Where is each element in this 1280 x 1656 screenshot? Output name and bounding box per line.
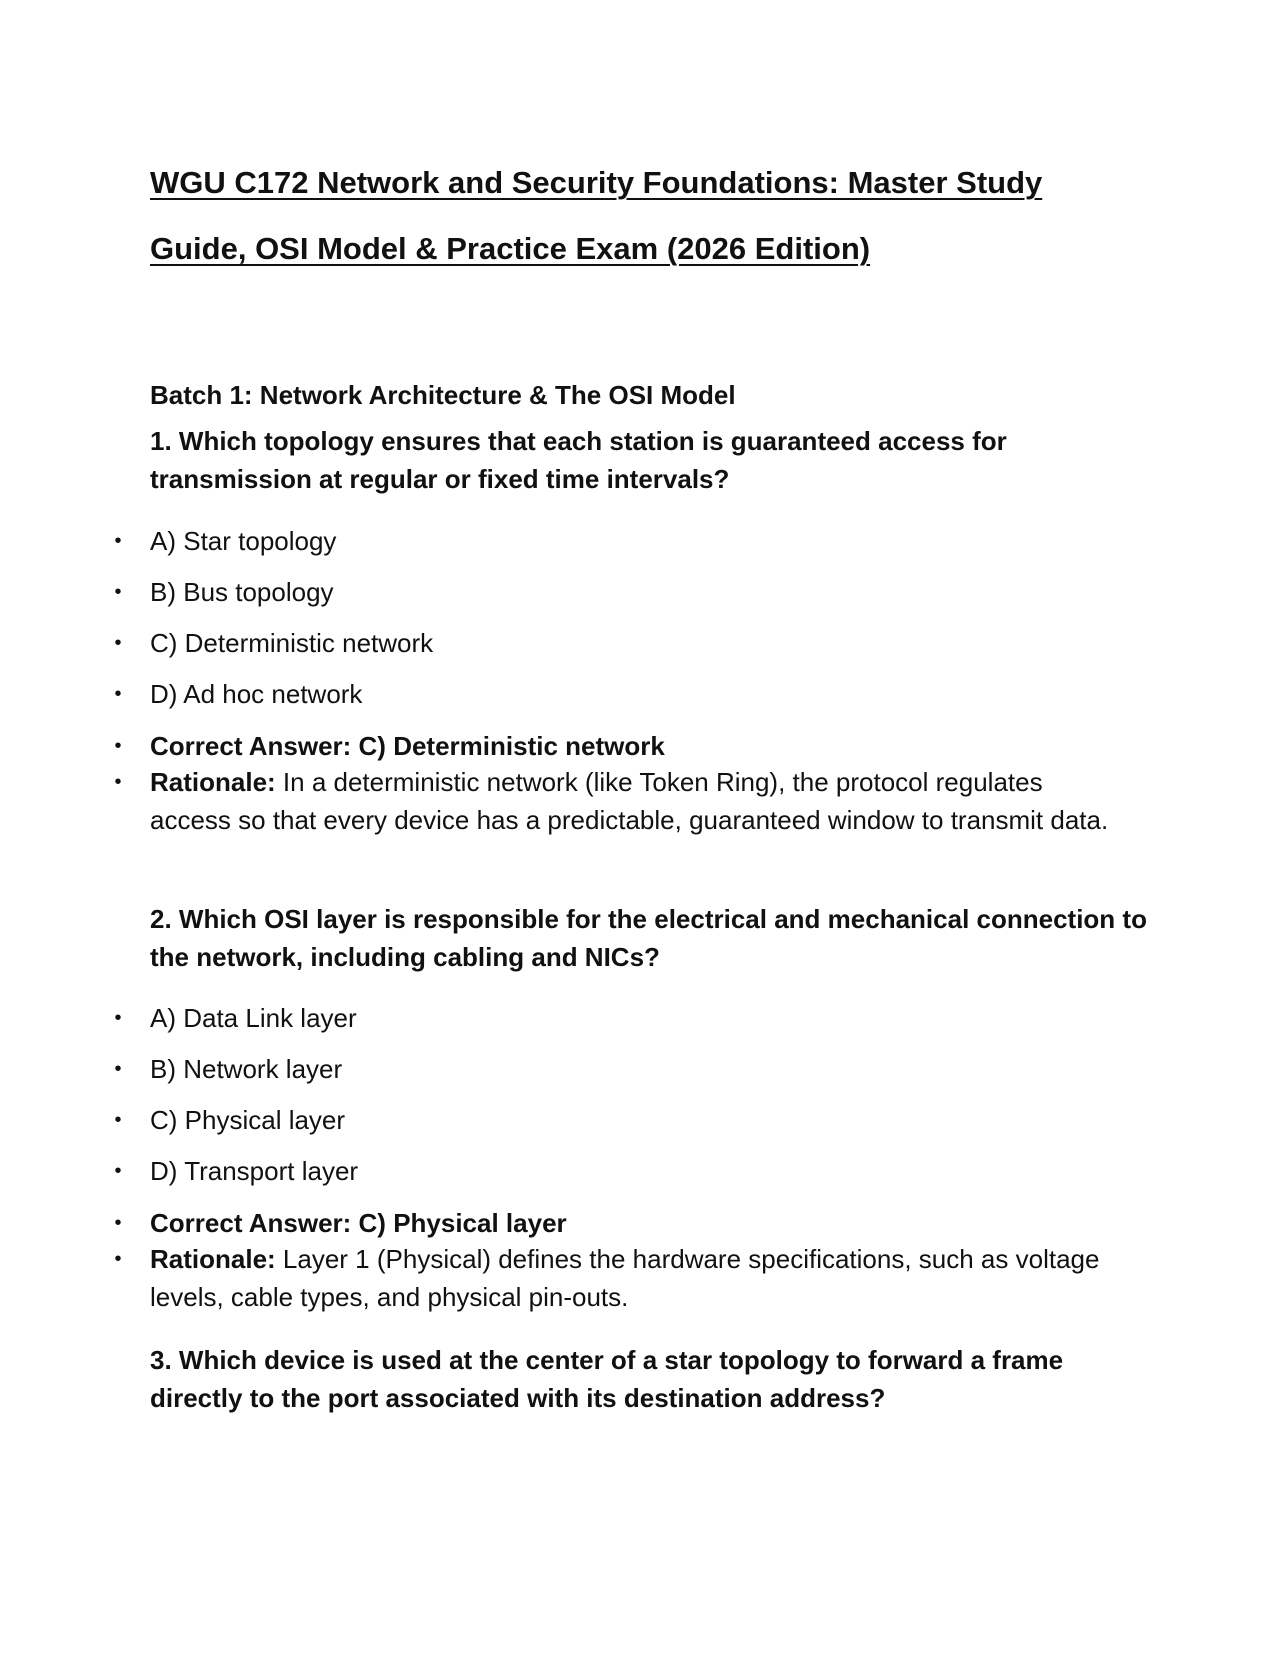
title-line-2: Guide, OSI Model & Practice Exam (2026 Edition)	[150, 231, 871, 266]
batch-heading: Batch 1: Network Architecture & The OSI Model	[150, 380, 736, 410]
bullet-icon: •	[114, 1109, 122, 1131]
rationale-text: Layer 1 (Physical) defines the hardware specifications, such as voltage levels, cable types, and physical pin-outs.	[150, 1244, 1100, 1312]
bullet-icon: •	[114, 1212, 122, 1234]
bullet-icon: •	[114, 632, 122, 654]
question-2: 2. Which OSI layer is responsible for the electrical and mechanical connection to the network, including cabling and NICs?	[150, 904, 1147, 972]
bullet-icon: •	[114, 683, 122, 705]
bullet-icon: •	[114, 581, 122, 603]
bullet-icon: •	[114, 530, 122, 552]
document-title	[150, 150, 1150, 282]
bullet-icon: •	[114, 1248, 122, 1270]
bullet-icon: •	[114, 1058, 122, 1080]
bullet-icon: •	[114, 1007, 122, 1029]
bullet-icon: •	[114, 771, 122, 793]
question-3: 3. Which device is used at the center of a star topology to forward a frame directly to the port associated with its destination address?	[150, 1345, 1064, 1413]
rationale-label: Rationale:	[150, 767, 276, 797]
rationale-label: Rationale:	[150, 1244, 276, 1274]
title-line-1: WGU C172 Network and Security Foundations: Master Study	[150, 165, 1043, 200]
question-1: 1. Which topology ensures that each station is guaranteed access for transmission at regular or fixed time intervals?	[150, 426, 1007, 494]
bullet-icon: •	[114, 735, 122, 757]
bullet-icon: •	[114, 1160, 122, 1182]
rationale-text: In a deterministic network (like Token Ring), the protocol regulates access so that every device has a predictable, guaranteed window to transmit data.	[150, 767, 1109, 835]
document-page: WGU C172 Network and Security Foundations: Master Study Guide, OSI Model & Practice Exam (2026 Edition) Batch 1: Network Architecture & The OSI Model 1. Which topology ensures that each station is guaranteed access for transmission at regular or fixed time intervals? • A) Star topology • B) Bus topology • C) Deterministic network • D) Ad hoc network • Correct Answer: C) Deterministic network • Rationale: In a deterministic network (like Token Ring), the protocol regulates access so that every device has a predictable, guaranteed window to transmit data. 2. Which OSI layer is responsible for the electrical and mechanical connection to the network, including cabling and NICs? • A) Data Link layer • B) Network layer • C) Physical layer • D) Transport layer • Correct Answer: C) Physical layer • Rationale: Layer 1 (Physical) defines the hardware specifications, such as voltage levels, cable types, and physical pin-outs. 3. Which device is used at the center of a star topology to forward a frame directly to the port associated with its destination address?	[0, 0, 1280, 1656]
